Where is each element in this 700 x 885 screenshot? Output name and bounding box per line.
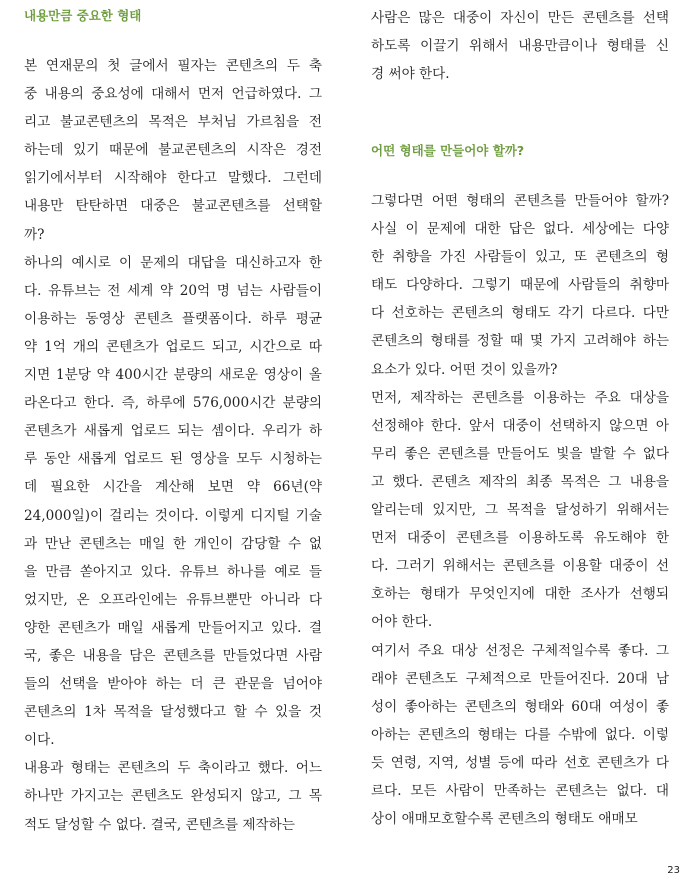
text-line: 적도 달성할 수 없다. 결국, 콘텐츠를 제작하는 [24, 816, 295, 833]
text-line: 콘텐츠가 새롭게 업로드 되는 셈이다. 우리가 하 [24, 423, 322, 440]
text-line: 상이 애매모호할수록 콘텐츠의 형태도 애매모 [371, 811, 638, 828]
text-line: 성이 좋아하는 콘텐츠의 형태와 60대 여성이 좋 [371, 698, 669, 715]
text-line: 다. 유튜브는 전 세계 약 20억 명 넘는 사람들이 [24, 282, 322, 299]
text-line: 까? [24, 226, 45, 243]
text-line: 다. 그러기 위해서는 콘텐츠를 이용할 대중이 선 [371, 558, 669, 575]
text-line: 24,000일)이 걸리는 것이다. 이렇게 디지털 기술 [24, 507, 322, 524]
text-line: 었지만, 온 오프라인에는 유튜브뿐만 아니라 다 [24, 591, 322, 608]
text-line: 먼저 대중이 콘텐츠를 이용하도록 유도해야 한 [371, 530, 669, 547]
text-line: 래야 콘텐츠도 구체적으로 만들어진다. 20대 남 [371, 670, 669, 687]
text-line: 하나의 예시로 이 문제의 대답을 대신하고자 한 [24, 254, 322, 271]
text-line: 하는데 있기 때문에 불교콘텐츠의 시작은 경전 [24, 142, 322, 159]
text-line: 콘텐츠의 1차 목적을 달성했다고 할 수 있을 것 [24, 704, 322, 721]
text-line: 내용만 탄탄하면 대중은 불교콘텐츠를 선택할 [24, 198, 322, 215]
text-line: 지면 1분당 약 400시간 분량의 새로운 영상이 올 [24, 367, 322, 384]
text-line: 내용과 형태는 콘텐츠의 두 축이라고 했다. 어느 [24, 760, 322, 777]
text-line: 경 써야 한다. [371, 66, 450, 83]
text-line: 약 1억 개의 콘텐츠가 업로드 되고, 시간으로 따 [24, 338, 322, 355]
text-line: 양한 콘텐츠가 매일 새롭게 만들어지고 있다. 결 [24, 619, 322, 636]
text-line: 국, 좋은 내용을 담은 콘텐츠를 만들었다면 사람 [24, 647, 322, 664]
text-line: 먼저, 제작하는 콘텐츠를 이용하는 주요 대상을 [371, 389, 669, 406]
text-line: 그렇다면 어떤 형태의 콘텐츠를 만들어야 할까? [371, 193, 669, 209]
text-line: 이용하는 동영상 콘텐츠 플랫폼이다. 하루 평균 [24, 310, 322, 327]
text-line: 콘텐츠의 형태를 정할 때 몇 가지 고려해야 하는 [371, 333, 669, 350]
text-line: 다 선호하는 콘텐츠의 형태도 각기 다르다. 다만 [371, 305, 669, 322]
text-line: 데 필요한 시간을 계산해 보면 약 66년(약 [24, 479, 322, 496]
text-line: 르다. 모든 사람이 만족하는 콘텐츠는 없다. 대 [371, 782, 669, 799]
text-line: 하도록 이끌기 위해서 내용만큼이나 형태를 신 [371, 38, 669, 55]
text-line: 무리 좋은 콘텐츠를 만들어도 빛을 발할 수 없다 [371, 445, 669, 462]
text-line: 하나만 가지고는 콘텐츠도 완성되지 않고, 그 목 [24, 788, 322, 805]
text-line: 을 만큼 쏟아지고 있다. 유튜브 하나를 예로 들 [24, 563, 322, 580]
text-line: 본 연재문의 첫 글에서 필자는 콘텐츠의 두 축 [24, 58, 322, 74]
text-line: 고 했다. 콘텐츠 제작의 최종 목적은 그 내용을 [371, 473, 669, 490]
right-column-body-top [371, 4, 669, 88]
text-line: 읽기에서부터 시작해야 한다고 말했다. 그런데 [24, 170, 322, 187]
text-line: 듯 연령, 지역, 성별 등에 따라 선호 콘텐츠가 다 [371, 754, 669, 771]
text-line: 루 동안 새롭게 업로드 된 영상을 모두 시청하는 [24, 451, 322, 468]
text-line: 중 내용의 중요성에 대해서 먼저 언급하였다. 그 [24, 86, 322, 103]
text-line: 호하는 형태가 무엇인지에 대한 조사가 선행되 [371, 586, 669, 603]
text-line: 요소가 있다. 어떤 것이 있을까? [371, 361, 558, 378]
text-line: 라온다고 한다. 즉, 하루에 576,000시간 분량의 [24, 395, 322, 412]
section-heading-form-importance: 내용만큼 중요한 형태 [24, 8, 142, 23]
text-line: 사실 이 문제에 대한 답은 없다. 세상에는 다양 [371, 221, 669, 238]
text-line: 태도 다양하다. 그렇기 때문에 사람들의 취향마 [371, 277, 669, 294]
text-line: 이다. [24, 732, 55, 749]
text-line: 사람은 많은 대중이 자신이 만든 콘텐츠를 선택 [371, 10, 669, 26]
text-line: 리고 불교콘텐츠의 목적은 부처님 가르침을 전 [24, 114, 322, 131]
page-number: 23 [667, 865, 680, 876]
left-column-body [24, 52, 322, 839]
text-line: 한 취향을 가진 사람들이 있고, 또 콘텐츠의 형 [371, 249, 669, 266]
text-line: 여기서 주요 대상 선정은 구체적일수록 좋다. 그 [371, 642, 669, 659]
text-line: 선정해야 한다. 앞서 대중이 선택하지 않으면 아 [371, 417, 669, 434]
text-line: 어야 한다. [371, 614, 433, 631]
text-line: 아하는 콘텐츠의 형태는 다를 수밖에 없다. 이렇 [371, 726, 669, 743]
text-line: 들의 선택을 받아야 하는 더 큰 관문을 넘어야 [24, 676, 322, 693]
section-heading-which-form: 어떤 형태를 만들어야 할까? [371, 143, 525, 158]
right-column-body-bottom [371, 187, 669, 833]
text-line: 과 만난 콘텐츠는 매일 한 개인이 감당할 수 없 [24, 535, 322, 552]
text-line: 알리는데 있지만, 그 목적을 달성하기 위해서는 [371, 502, 669, 519]
